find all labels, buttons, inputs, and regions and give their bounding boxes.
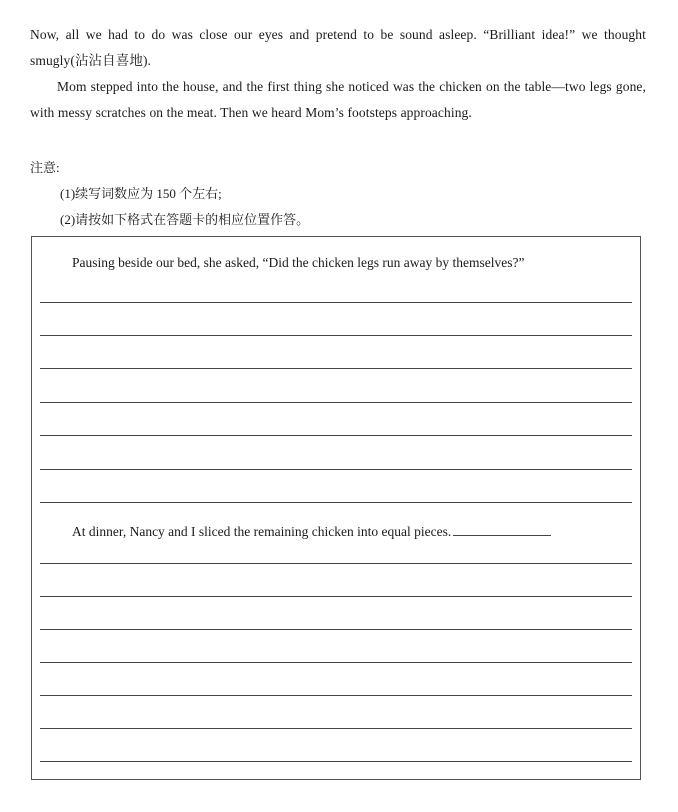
writing-line [40, 563, 632, 564]
continuation-prompt-2 [72, 523, 551, 540]
answer-box [31, 236, 641, 780]
writing-line [40, 761, 632, 762]
story-passage [30, 22, 646, 126]
continuation-prompt-1: Pausing beside our bed, she asked, “Did the chicken legs run away by themselves?” [72, 255, 525, 270]
writing-line [40, 662, 632, 663]
continuation-prompt-2-text: At dinner, Nancy and I sliced the remaining chicken into equal pieces. [72, 524, 452, 539]
writing-line [40, 435, 632, 436]
note-item-2: (2)请按如下格式在答题卡的相应位置作答。 [60, 212, 310, 227]
writing-line [40, 502, 632, 503]
writing-line [40, 695, 632, 696]
writing-line [40, 629, 632, 630]
writing-line [40, 335, 632, 336]
passage-paragraph-2: Mom stepped into the house, and the first thing she noticed was the chicken on the table—two legs gone, with messy scratches on the meat. Then we heard Mom’s footsteps approaching. [30, 79, 646, 120]
writing-line [40, 368, 632, 369]
writing-line [40, 302, 632, 303]
writing-line [40, 402, 632, 403]
writing-line [40, 596, 632, 597]
instructions [30, 155, 646, 233]
writing-line [40, 469, 632, 470]
note-item-1: (1)续写词数应为 150 个左右; [60, 186, 222, 201]
writing-line [40, 728, 632, 729]
passage-line-1: Now, all we had to do was close our eyes and pretend to be sound asleep. “Brilliant idea!” we thought smugly(沾沾自喜地). [30, 27, 646, 68]
inline-writing-blank [453, 523, 551, 536]
notes-heading: 注意: [30, 160, 60, 175]
